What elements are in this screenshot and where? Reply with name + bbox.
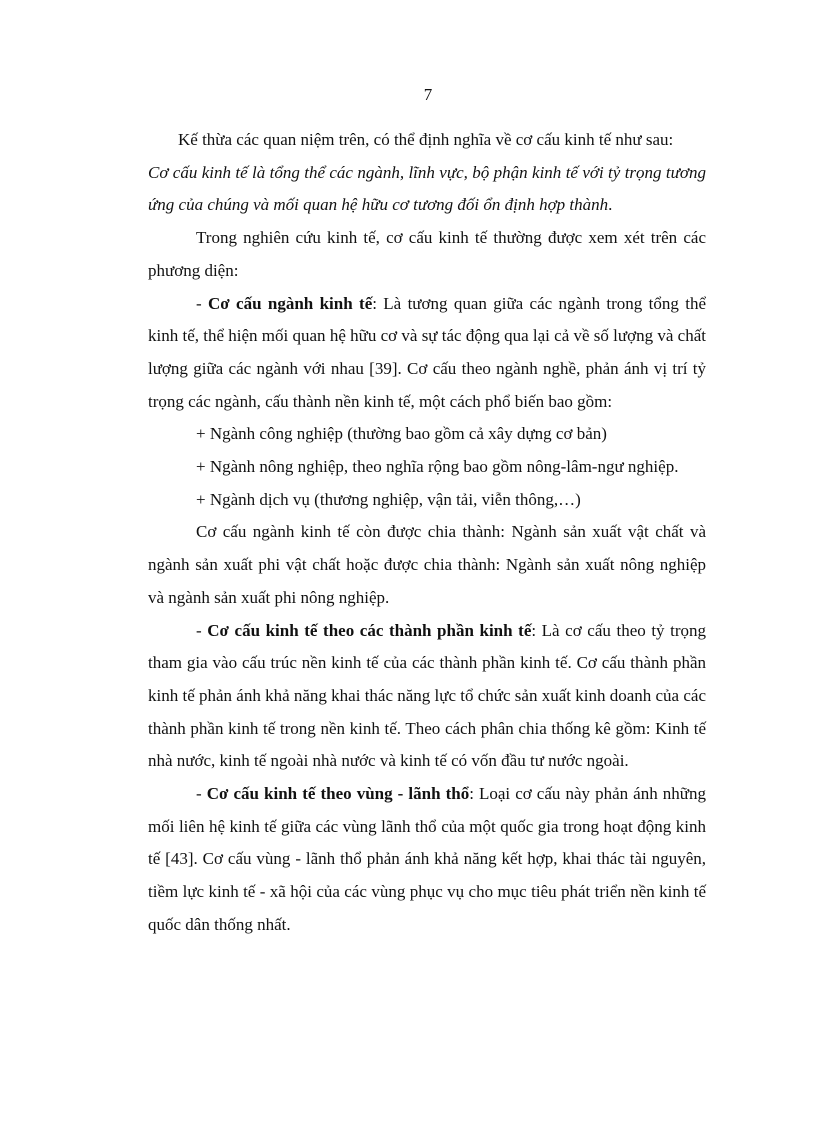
intro-text: Kế thừa các quan niệm trên, có thể định nghĩa về cơ cấu kinh tế như sau: [178, 130, 674, 149]
section-industry-structure [148, 288, 706, 419]
section-body-industry: : Là tương quan giữa các ngành trong tổng thể kinh tế, thể hiện mối quan hệ hữu cơ và sự tác động qua lại cả về số lượng và chất lượng giữa các ngành với nhau [39]. Cơ cấu theo ngành nghề, phản ánh vị trí tỷ trọng các ngành, cấu thành nền kinh tế, một cách phổ biến bao gồm: [148, 293, 706, 411]
definition-text: Cơ cấu kinh tế là tổng thể các ngành, lĩnh vực, bộ phận kinh tế với tỷ trọng tương ứng của chúng và mối quan hệ hữu cơ tương đối ổn định hợp thành [148, 162, 706, 215]
section-body-ownership: : Là cơ cấu theo tỷ trọng tham gia vào cấu trúc nền kinh tế của các thành phần kinh tế. Cơ cấu thành phần kinh tế phản ánh khả năng khai thác năng lực tổ chức sản xuất kinh doanh của các thành phần kinh tế trong nền kinh tế. Theo cách phân chia thống kê gồm: Kinh tế nhà nước, kinh tế ngoài nhà nước và kinh tế có vốn đầu tư nước ngoài. [148, 620, 706, 771]
section-title-regional: Cơ cấu kinh tế theo vùng - lãnh thổ [206, 784, 470, 804]
sector-division-paragraph [148, 516, 706, 614]
page-number: 7 [423, 85, 433, 104]
section-dash: - [196, 293, 209, 313]
list-item-services: + Ngành dịch vụ (thương nghiệp, vận tải, viễn thông,…) [196, 489, 581, 509]
section-ownership-structure [148, 615, 706, 779]
definition-period: . [608, 195, 613, 215]
document-body [148, 124, 706, 942]
section-dash: - [196, 620, 208, 640]
section-regional-structure [148, 778, 706, 942]
intro-paragraph [148, 124, 706, 157]
section-dash: - [196, 784, 207, 804]
aspects-paragraph [148, 222, 706, 287]
list-item-industry: + Ngành công nghiệp (thường bao gồm cả xây dựng cơ bản) [196, 424, 607, 444]
list-item-agriculture: + Ngành nông nghiệp, theo nghĩa rộng bao gồm nông-lâm-ngư nghiệp. [196, 457, 679, 477]
section-body-regional: : Loại cơ cấu này phản ánh những mối liên hệ kinh tế giữa các vùng lãnh thổ của một quốc gia trong hoạt động kinh tế [43]. Cơ cấu vùng - lãnh thổ phản ánh khả năng kết hợp, khai thác tài nguyên, tiềm lực kinh tế - xã hội của các vùng phục vụ cho mục tiêu phát triển nền kinh tế quốc dân thống nhất. [148, 784, 706, 934]
aspects-text: Trong nghiên cứu kinh tế, cơ cấu kinh tế thường được xem xét trên các phương diện: [148, 228, 706, 280]
section-title-ownership: Cơ cấu kinh tế theo các thành phần kinh tế [207, 620, 532, 640]
definition-paragraph [148, 157, 706, 222]
section-title-industry: Cơ cấu ngành kinh tế [208, 293, 373, 313]
sector-division-text: Cơ cấu ngành kinh tế còn được chia thành: Ngành sản xuất vật chất và ngành sản xuất phi vật chất hoặc được chia thành: Ngành sản xuất nông nghiệp và ngành sản xuất phi nông nghiệp. [148, 522, 706, 607]
